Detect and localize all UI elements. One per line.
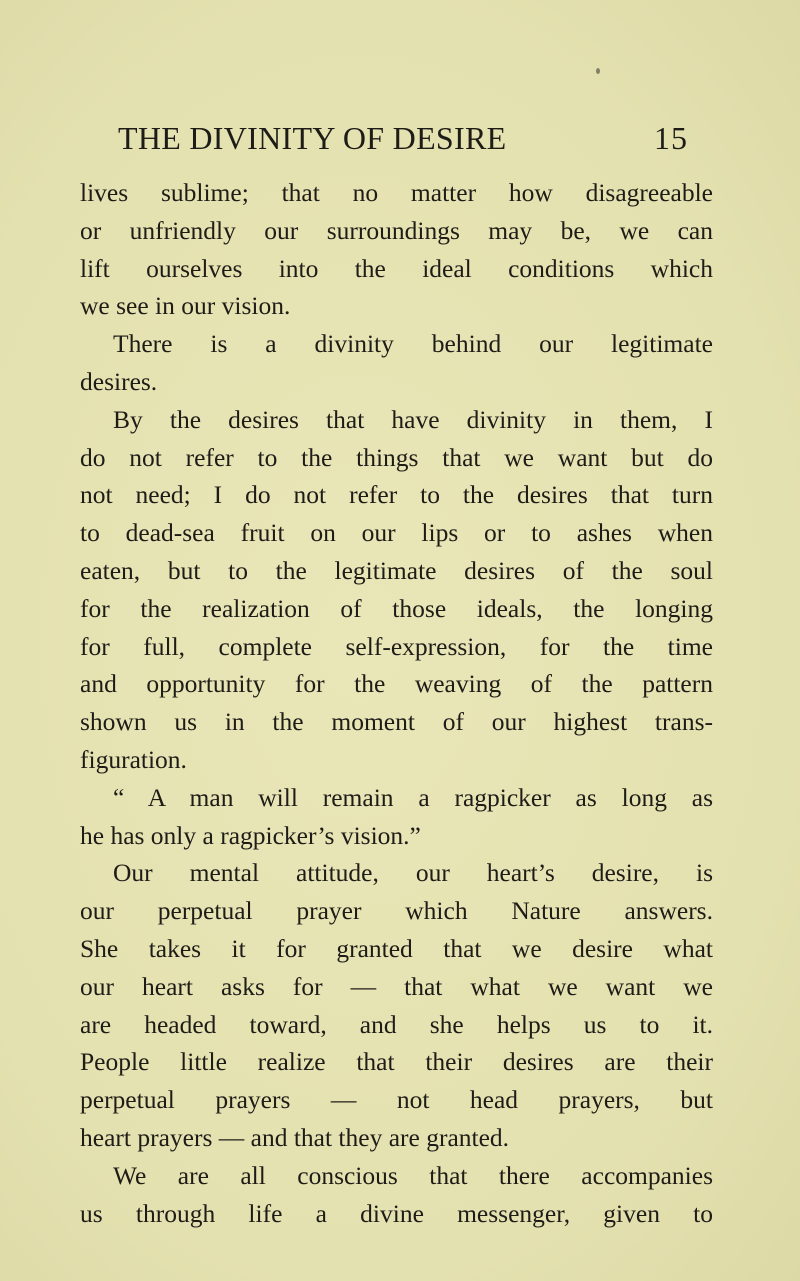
ink-speck — [596, 68, 600, 74]
text-line: we see in our vision. — [80, 291, 291, 321]
page-header — [118, 116, 718, 160]
text-line: figuration. — [80, 744, 187, 774]
text-line: There is a divinity behind our legitimate — [113, 329, 713, 359]
text-line: heart prayers — and that they are granted. — [80, 1122, 510, 1152]
body-text — [80, 174, 713, 1232]
text-line: are headed toward, and she helps us to it. — [80, 1009, 713, 1039]
text-line: lift ourselves into the ideal conditions which — [80, 253, 713, 283]
text-line: he has only a ragpicker’s vision.” — [80, 820, 421, 850]
text-line: By the desires that have divinity in them, I — [113, 404, 713, 434]
text-line: We are all conscious that there accompanies — [113, 1160, 713, 1190]
running-head: THE DIVINITY OF DESIRE — [118, 120, 507, 156]
text-line: Our mental attitude, our heart’s desire, is — [113, 858, 713, 888]
text-line: us through life a divine messenger, given to — [80, 1198, 713, 1228]
text-line: our heart asks for — that what we want we — [80, 971, 713, 1001]
text-line: eaten, but to the legitimate desires of the soul — [80, 555, 713, 585]
text-line: for the realization of those ideals, the longing — [80, 593, 713, 623]
text-line: desires. — [80, 366, 158, 396]
text-line: She takes it for granted that we desire what — [80, 933, 713, 963]
text-line: our perpetual prayer which Nature answers. — [80, 896, 713, 926]
text-line: People little realize that their desires are their — [80, 1047, 713, 1077]
text-line: for full, complete self-expression, for the time — [80, 631, 713, 661]
text-line: or unfriendly our surroundings may be, we can — [80, 215, 713, 245]
text-line: lives sublime; that no matter how disagreeable — [80, 178, 713, 207]
text-line: not need; I do not refer to the desires that turn — [80, 480, 713, 510]
page-number: 15 — [654, 120, 688, 156]
text-line: and opportunity for the weaving of the pattern — [80, 669, 713, 699]
text-line: to dead-sea fruit on our lips or to ashes when — [80, 518, 713, 548]
text-line: “ A man will remain a ragpicker as long as — [113, 782, 713, 812]
text-line: shown us in the moment of our highest trans- — [80, 707, 713, 737]
text-line: do not refer to the things that we want but do — [80, 442, 713, 472]
text-line: perpetual prayers — not head prayers, but — [80, 1085, 713, 1115]
